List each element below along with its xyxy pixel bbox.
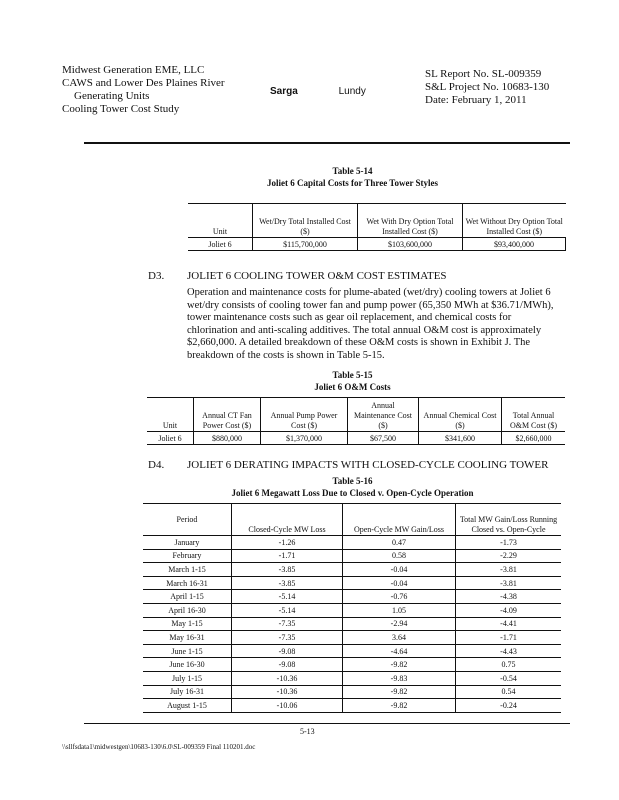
cell: -1.71 xyxy=(456,631,562,645)
cell: -1.73 xyxy=(456,536,562,550)
cell: -0.04 xyxy=(343,576,456,590)
table-row xyxy=(143,671,561,685)
cell: $341,600 xyxy=(419,432,502,445)
column-header: Total MW Gain/Loss Running Closed vs. Open-Cycle xyxy=(456,504,562,536)
cell: July 16-31 xyxy=(170,687,204,697)
table-row xyxy=(147,432,565,445)
cell: -10.06 xyxy=(232,699,343,713)
cell: August 1-15 xyxy=(167,700,207,710)
cell: $103,600,000 xyxy=(358,238,463,251)
cell: March 1-15 xyxy=(168,564,206,574)
table-5-14 xyxy=(188,203,566,251)
cell: -3.85 xyxy=(232,576,343,590)
cell: 1.05 xyxy=(343,603,456,617)
company-name: Midwest Generation EME, LLC xyxy=(62,64,205,76)
table-row xyxy=(143,603,561,617)
section-d4-label: D4. xyxy=(148,459,165,471)
column-header: Wet Without Dry Option Total Installed Cost ($) xyxy=(463,204,566,238)
cell: $2,660,000 xyxy=(502,432,566,445)
cell: 3.64 xyxy=(343,631,456,645)
column-header: Period xyxy=(176,514,198,524)
cell: -0.24 xyxy=(456,699,562,713)
project-number: S&L Project No. 10683-130 xyxy=(425,81,550,93)
cell: -0.76 xyxy=(343,590,456,604)
table-number: Table 5-15 xyxy=(332,370,373,380)
cell: -9.83 xyxy=(343,671,456,685)
cell: -4.64 xyxy=(343,644,456,658)
cell: -1.26 xyxy=(232,536,343,550)
column-header: Annual Pump Power Cost ($) xyxy=(261,398,348,432)
section-d3-label: D3. xyxy=(148,270,165,282)
cell: -2.29 xyxy=(456,549,562,563)
cell: -3.85 xyxy=(232,563,343,577)
cell: May 1-15 xyxy=(171,619,203,629)
cell: $115,700,000 xyxy=(253,238,358,251)
column-header: Annual Maintenance Cost ($) xyxy=(348,398,419,432)
cell: 0.54 xyxy=(456,685,562,699)
section-d3-heading: JOLIET 6 COOLING TOWER O&M COST ESTIMATES xyxy=(187,270,447,282)
table-5-16-caption xyxy=(150,475,555,499)
cell: March 16-31 xyxy=(166,578,208,588)
cell: -0.54 xyxy=(456,671,562,685)
cell: -4.38 xyxy=(456,590,562,604)
table-title: Joliet 6 O&M Costs xyxy=(314,382,391,392)
cell: $880,000 xyxy=(194,432,261,445)
cell: -4.09 xyxy=(456,603,562,617)
table-5-15-caption xyxy=(150,369,555,393)
table-5-16 xyxy=(143,503,561,713)
table-row xyxy=(143,644,561,658)
cell: July 1-15 xyxy=(172,673,202,683)
table-row xyxy=(143,563,561,577)
cell: $93,400,000 xyxy=(463,238,566,251)
column-header: Annual Chemical Cost ($) xyxy=(419,398,502,432)
table-row xyxy=(143,658,561,672)
column-header: Total Annual O&M Cost ($) xyxy=(502,398,566,432)
cell: -4.43 xyxy=(456,644,562,658)
cell: $1,370,000 xyxy=(261,432,348,445)
column-header: Open-Cycle MW Gain/Loss xyxy=(343,504,456,536)
cell: -7.35 xyxy=(232,617,343,631)
cell: -7.35 xyxy=(232,631,343,645)
column-header: Wet/Dry Total Installed Cost ($) xyxy=(253,204,358,238)
cell: -10.36 xyxy=(232,671,343,685)
cell: Joliet 6 xyxy=(208,239,232,249)
table-row xyxy=(143,631,561,645)
cell: May 16-31 xyxy=(169,632,205,642)
column-header: Unit xyxy=(162,421,178,430)
study-title: Cooling Tower Cost Study xyxy=(62,103,180,115)
cell: June 1-15 xyxy=(171,646,203,656)
table-number: Table 5-14 xyxy=(332,166,373,176)
cell: -4.41 xyxy=(456,617,562,631)
cell: 0.75 xyxy=(456,658,562,672)
header-right xyxy=(425,68,549,107)
cell: -9.08 xyxy=(232,658,343,672)
table-title: Joliet 6 Capital Costs for Three Tower Styles xyxy=(266,178,439,188)
cell: 0.47 xyxy=(343,536,456,550)
section-d4-heading: JOLIET 6 DERATING IMPACTS WITH CLOSED-CYCLE COOLING TOWER xyxy=(187,459,549,471)
project-name: CAWS and Lower Des Plaines River xyxy=(62,77,225,89)
cell: January xyxy=(174,537,200,547)
table-row xyxy=(143,536,561,550)
page-number: 5-13 xyxy=(300,727,315,736)
cell: -3.81 xyxy=(456,563,562,577)
cell: Joliet 6 xyxy=(158,433,182,443)
cell: -1.71 xyxy=(232,549,343,563)
column-header: Unit xyxy=(212,227,228,236)
header-left xyxy=(62,64,225,116)
table-title: Joliet 6 Megawatt Loss Due to Closed v. Open-Cycle Operation xyxy=(231,488,474,498)
cell: -9.82 xyxy=(343,685,456,699)
cell: $67,500 xyxy=(348,432,419,445)
table-5-14-caption xyxy=(150,165,555,189)
cell: -9.82 xyxy=(343,699,456,713)
table-row xyxy=(143,617,561,631)
table-number: Table 5-16 xyxy=(332,476,373,486)
cell: April 1-15 xyxy=(170,592,204,602)
cell: -2.94 xyxy=(343,617,456,631)
header-rule xyxy=(84,142,570,144)
section-d3-paragraph: Operation and maintenance costs for plume-abated (wet/dry) cooling towers at Joliet 6 wet/dry consists of cooling tower fan and pump power (65,350 MWh at $36.71/MWh), tower maintenance costs such as gear oil replacement, and chemical costs for chlorination and anti-scaling additives. The total annual O&M cost is approximately $2,660,000. A detailed breakdown of these O&M costs is shown in Exhibit J. The breakdown of the costs is shown in Table 5-15. xyxy=(187,287,554,361)
cell: -5.14 xyxy=(232,603,343,617)
cell: -9.08 xyxy=(232,644,343,658)
cell: -9.82 xyxy=(343,658,456,672)
cell: -10.36 xyxy=(232,685,343,699)
report-number: SL Report No. SL-009359 xyxy=(425,68,542,80)
cell: February xyxy=(172,551,202,561)
table-row xyxy=(143,576,561,590)
logo-right: Lundy xyxy=(338,86,366,97)
sargent-lundy-logo xyxy=(270,86,366,97)
column-header: Wet With Dry Option Total Installed Cost ($) xyxy=(358,204,463,238)
file-path: \\sllfsdata1\midwestgen\10683-130\6.0\SL-009359 Final 110201.doc xyxy=(62,743,256,751)
table-row xyxy=(143,590,561,604)
footer-rule xyxy=(84,723,570,724)
table-row xyxy=(143,549,561,563)
column-header: Annual CT Fan Power Cost ($) xyxy=(194,398,261,432)
cell: June 16-30 xyxy=(169,660,205,670)
cell: -5.14 xyxy=(232,590,343,604)
report-date: Date: February 1, 2011 xyxy=(425,94,527,106)
cell: 0.58 xyxy=(343,549,456,563)
table-row xyxy=(143,685,561,699)
logo-left: Sarga xyxy=(270,86,298,97)
cell: -0.04 xyxy=(343,563,456,577)
column-header: Closed-Cycle MW Loss xyxy=(232,504,343,536)
table-5-15 xyxy=(147,397,565,445)
cell: April 16-30 xyxy=(168,605,206,615)
table-row xyxy=(188,238,566,251)
cell: -3.81 xyxy=(456,576,562,590)
table-row xyxy=(143,699,561,713)
project-name-cont: Generating Units xyxy=(74,90,150,102)
